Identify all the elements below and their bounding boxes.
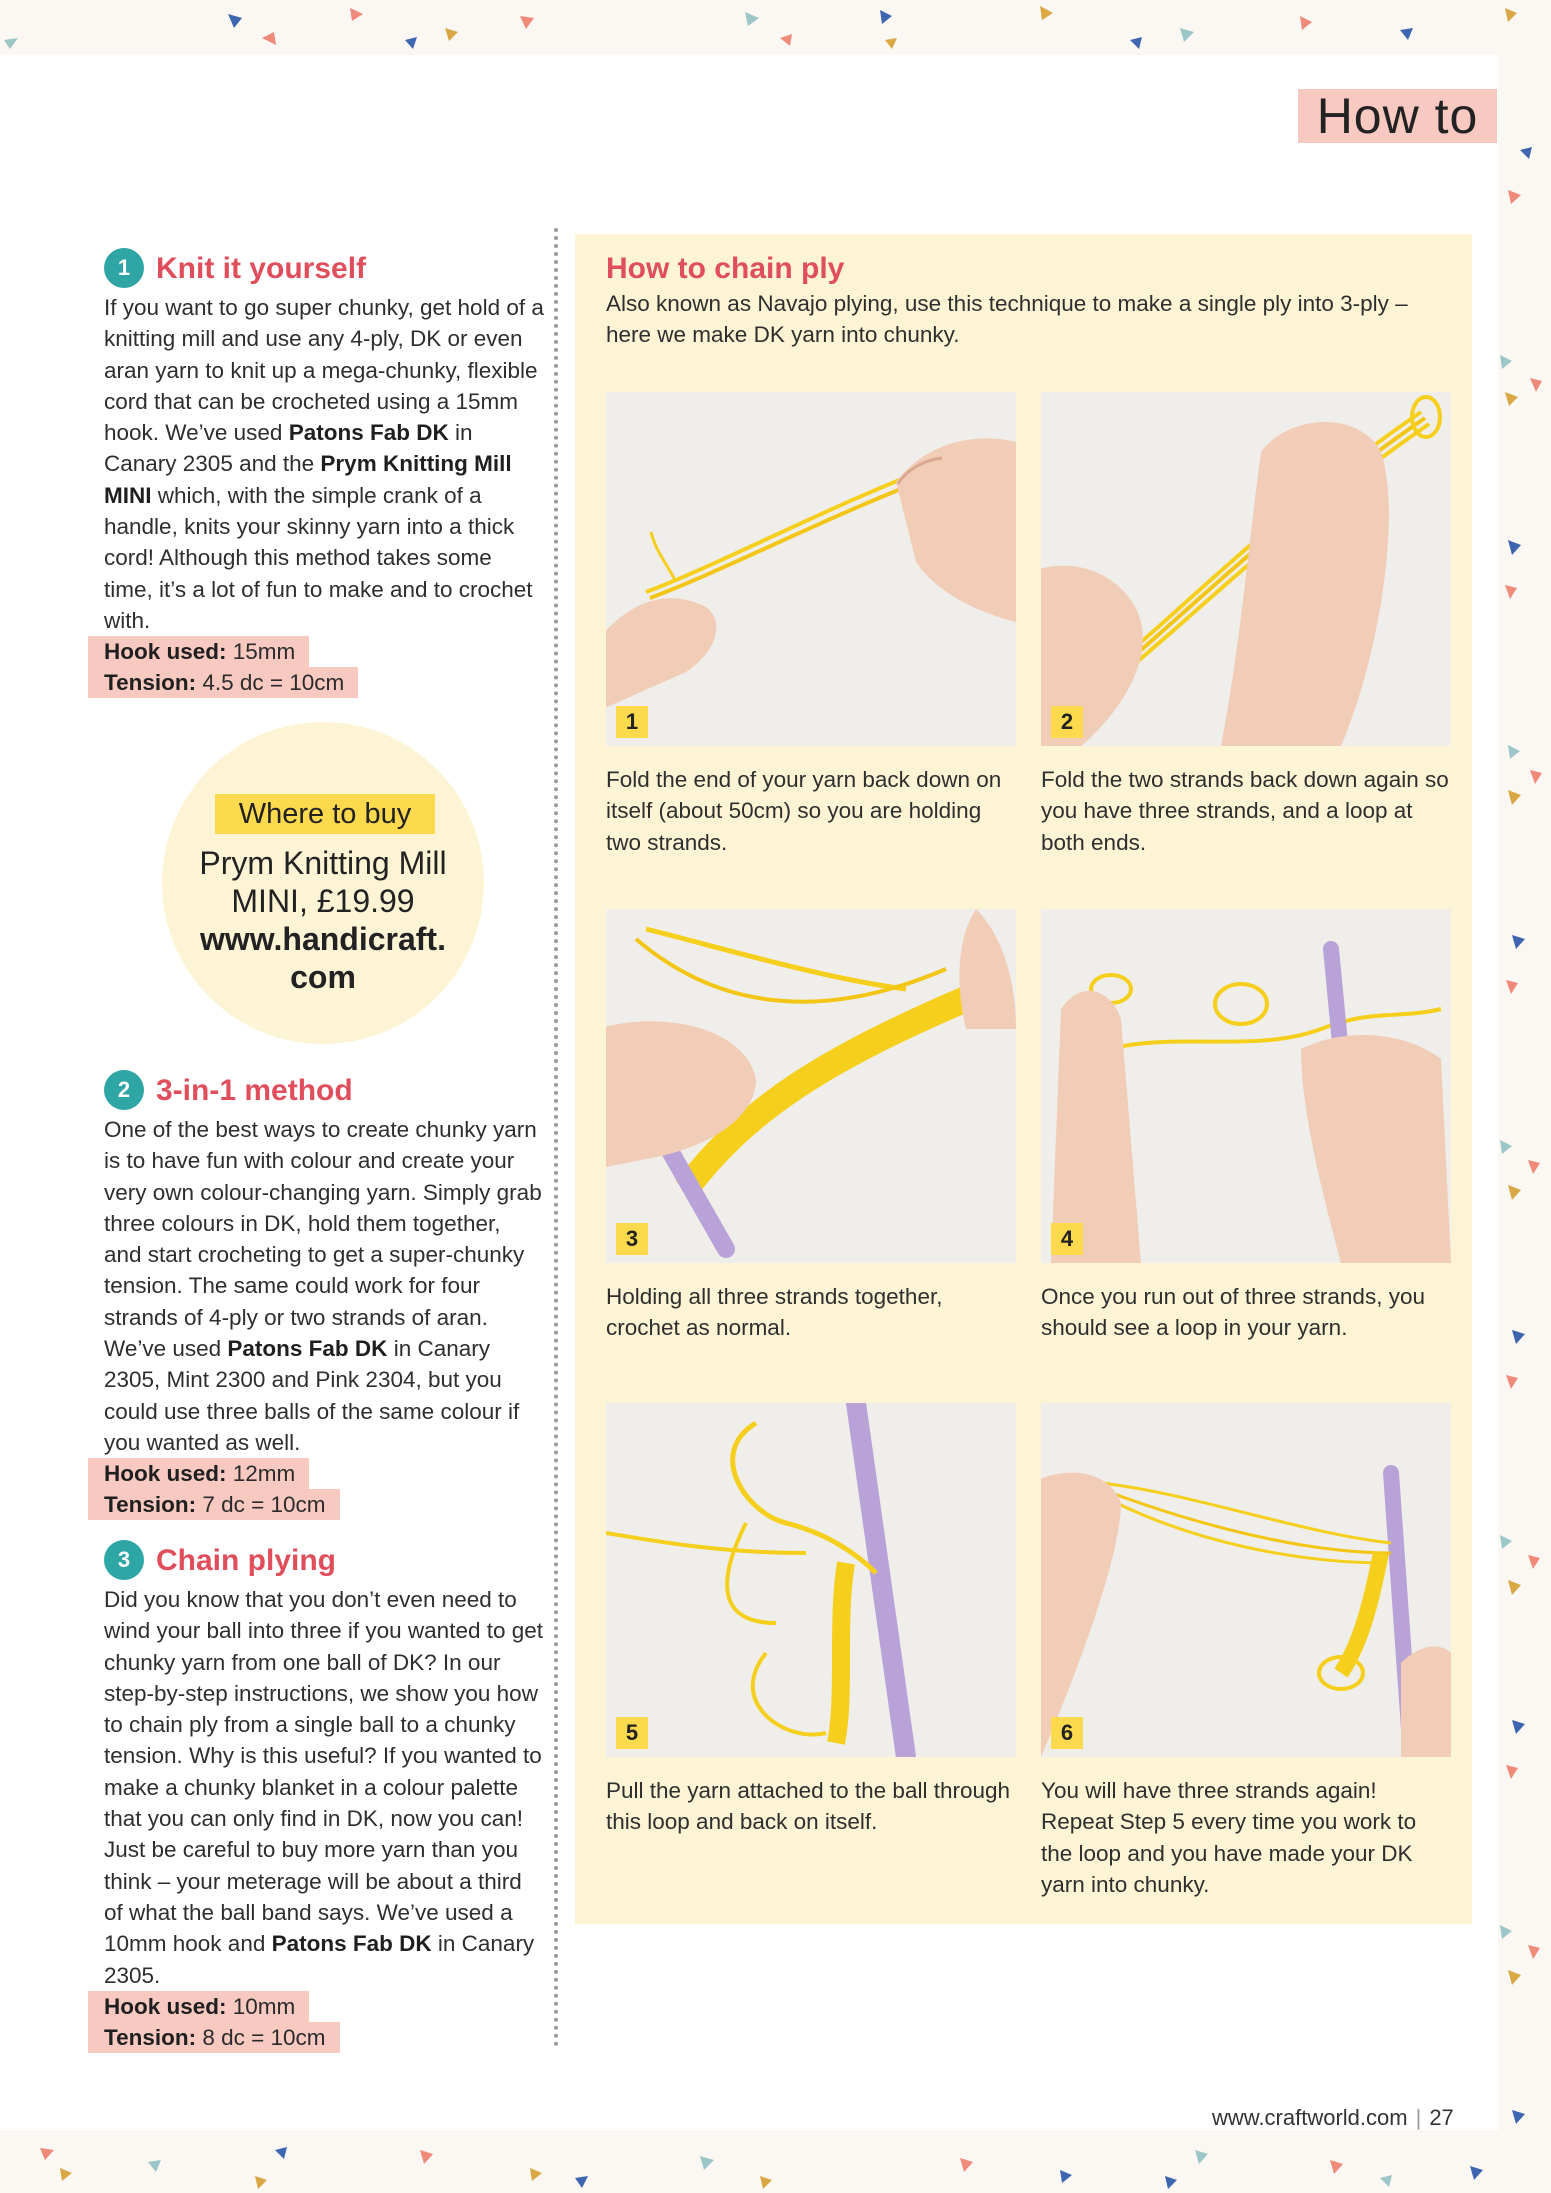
- panel-title: How to chain ply: [606, 252, 845, 285]
- step-photo: [1041, 909, 1451, 1263]
- step-number: 2: [1051, 706, 1083, 738]
- hook-spec: [88, 636, 309, 667]
- product-name: Prym Knitting Mill MINI: [104, 451, 512, 508]
- step-1: [606, 392, 1016, 858]
- step-number: 5: [616, 1717, 648, 1749]
- step-photo: [606, 909, 1016, 1263]
- panel-intro: Also known as Navajo plying, use this technique to make a single ply into 3-ply – here we make DK yarn into chunky.: [606, 291, 1408, 348]
- step-photo: [1041, 1403, 1451, 1757]
- step-6: [1041, 1403, 1451, 1900]
- body-text: which, with the simple crank of a handle, knits your skinny yarn into a thick cord! Although this method takes some time, it’s a lot of fun to make and to crochet with.: [104, 482, 533, 633]
- step-number: 4: [1051, 1223, 1083, 1255]
- tension-label: Tension:: [104, 670, 197, 696]
- section-title: 3-in-1 method: [156, 1074, 353, 1107]
- product-price: Prym Knitting Mill MINI, £19.99: [199, 845, 447, 919]
- section-heading: [88, 248, 540, 292]
- hook-value: 10mm: [226, 1993, 296, 2019]
- yarn-photo-illustration: [1041, 1403, 1451, 1757]
- step-caption: Holding all three strands together, crochet as normal.: [606, 1284, 943, 1341]
- body-text: Did you know that you don’t even need to wind your ball into three if you wanted to get chunky yarn from one ball of DK? In our step-by-step instructions, we show you how to chain ply from a single ball to a chunky tension. Why is this useful? If you wanted to make a chunky blanket in a colour palette that you can only find in DK, now you can! Just be careful to buy more yarn than you think – your meterage will be about a third of what the ball band says. We’ve used a 10mm hook and: [104, 1587, 544, 1957]
- tension-value: 8 dc = 10cm: [196, 2024, 326, 2050]
- section-heading: [88, 1540, 540, 1584]
- tension-value: 4.5 dc = 10cm: [196, 670, 345, 696]
- tension-label: Tension:: [104, 1492, 197, 1518]
- body-text: in Canary 2305, Mint 2300 and Pink 2304, but you could use three balls of the same colour if you wanted as well.: [104, 1336, 520, 1455]
- tension-label: Tension:: [104, 2024, 197, 2050]
- tension-spec: [88, 1489, 340, 1520]
- section-title: Knit it yourself: [156, 252, 367, 285]
- where-to-buy-box: [162, 722, 484, 1044]
- column-divider: [554, 228, 558, 2048]
- footer-separator: |: [1415, 2105, 1422, 2130]
- step-number-badge: 2: [104, 1070, 144, 1110]
- chain-ply-panel: [575, 234, 1472, 1924]
- yarn-photo-illustration: [606, 392, 1016, 746]
- step-caption: You will have three strands again! Repeat Step 5 every time you work to the loop and you have made your DK yarn into chunky.: [1041, 1778, 1417, 1897]
- hook-value: 12mm: [226, 1461, 296, 1487]
- body-text: One of the best ways to create chunky yarn is to have fun with colour and create your very own colour-changing yarn. Simply grab three colours in DK, hold them together, and start crocheting to get a super-chunky tension. The same could work for four strands of 4-ply or two strands of aran. We’ve used: [104, 1117, 542, 1362]
- step-caption: Fold the end of your yarn back down on itself (about 50cm) so you are holding two strands.: [606, 767, 1002, 855]
- hook-spec: [88, 1991, 309, 2022]
- page-number: 27: [1429, 2105, 1454, 2130]
- step-caption: Once you run out of three strands, you should see a loop in your yarn.: [1041, 1284, 1425, 1341]
- step-4: [1041, 909, 1451, 1344]
- body-text: in Canary 2305 and the: [104, 420, 473, 477]
- section-knit-it-yourself: [88, 248, 544, 698]
- section-title: Chain plying: [156, 1544, 336, 1577]
- step-photo: [1041, 392, 1451, 746]
- step-number: 6: [1051, 1717, 1083, 1749]
- product-name: Patons Fab DK: [271, 1931, 432, 1957]
- section-body: [104, 1584, 544, 1991]
- section-heading: [88, 1070, 540, 1114]
- section-tag: How to: [1298, 89, 1497, 143]
- shop-url-part: com: [290, 959, 356, 995]
- body-text: in Canary 2305.: [104, 1931, 535, 1988]
- where-to-buy-label: Where to buy: [215, 794, 435, 834]
- section-body: [104, 1114, 544, 1458]
- hook-spec: [88, 1458, 309, 1489]
- tension-value: 7 dc = 10cm: [196, 1492, 326, 1518]
- step-number: 1: [616, 706, 648, 738]
- hook-value: 15mm: [226, 639, 296, 665]
- shop-url[interactable]: [182, 920, 464, 996]
- step-3: [606, 909, 1016, 1344]
- top-confetti-band: [0, 0, 1551, 55]
- product-name: Patons Fab DK: [288, 420, 449, 446]
- right-confetti-band: [1498, 0, 1551, 2193]
- hook-label: Hook used:: [104, 639, 227, 665]
- step-caption: Fold the two strands back down again so you have three strands, and a loop at both ends.: [1041, 767, 1449, 855]
- hook-label: Hook used:: [104, 1993, 227, 2019]
- step-number: 3: [616, 1223, 648, 1255]
- where-to-buy-details: [182, 844, 464, 996]
- step-number-badge: 3: [104, 1540, 144, 1580]
- body-text: If you want to go super chunky, get hold of a knitting mill and use any 4-ply, DK or even aran yarn to knit up a mega-chunky, flexible cord that can be crocheted using a 15mm hook. We’ve used: [104, 295, 544, 446]
- step-number-badge: 1: [104, 248, 144, 288]
- hook-label: Hook used:: [104, 1461, 227, 1487]
- step-photo: [606, 1403, 1016, 1757]
- shop-url-part: www.handicraft.: [200, 921, 446, 957]
- yarn-photo-illustration: [606, 1403, 1016, 1757]
- step-5: [606, 1403, 1016, 1838]
- step-caption: Pull the yarn attached to the ball through this loop and back on itself.: [606, 1778, 1011, 1835]
- yarn-photo-illustration: [606, 909, 1016, 1263]
- yarn-photo-illustration: [1041, 392, 1451, 746]
- footer-url[interactable]: www.craftworld.com: [1212, 2105, 1408, 2130]
- bottom-confetti-band: [0, 2130, 1551, 2193]
- page-footer: [1212, 2105, 1454, 2131]
- section-body: [104, 292, 544, 636]
- section-3-in-1-method: [88, 1070, 540, 1520]
- step-2: [1041, 392, 1451, 858]
- section-chain-plying: [88, 1540, 544, 2053]
- tension-spec: [88, 667, 358, 698]
- yarn-photo-illustration: [1041, 909, 1451, 1263]
- tension-spec: [88, 2022, 340, 2053]
- product-name: Patons Fab DK: [227, 1336, 388, 1362]
- step-photo: [606, 392, 1016, 746]
